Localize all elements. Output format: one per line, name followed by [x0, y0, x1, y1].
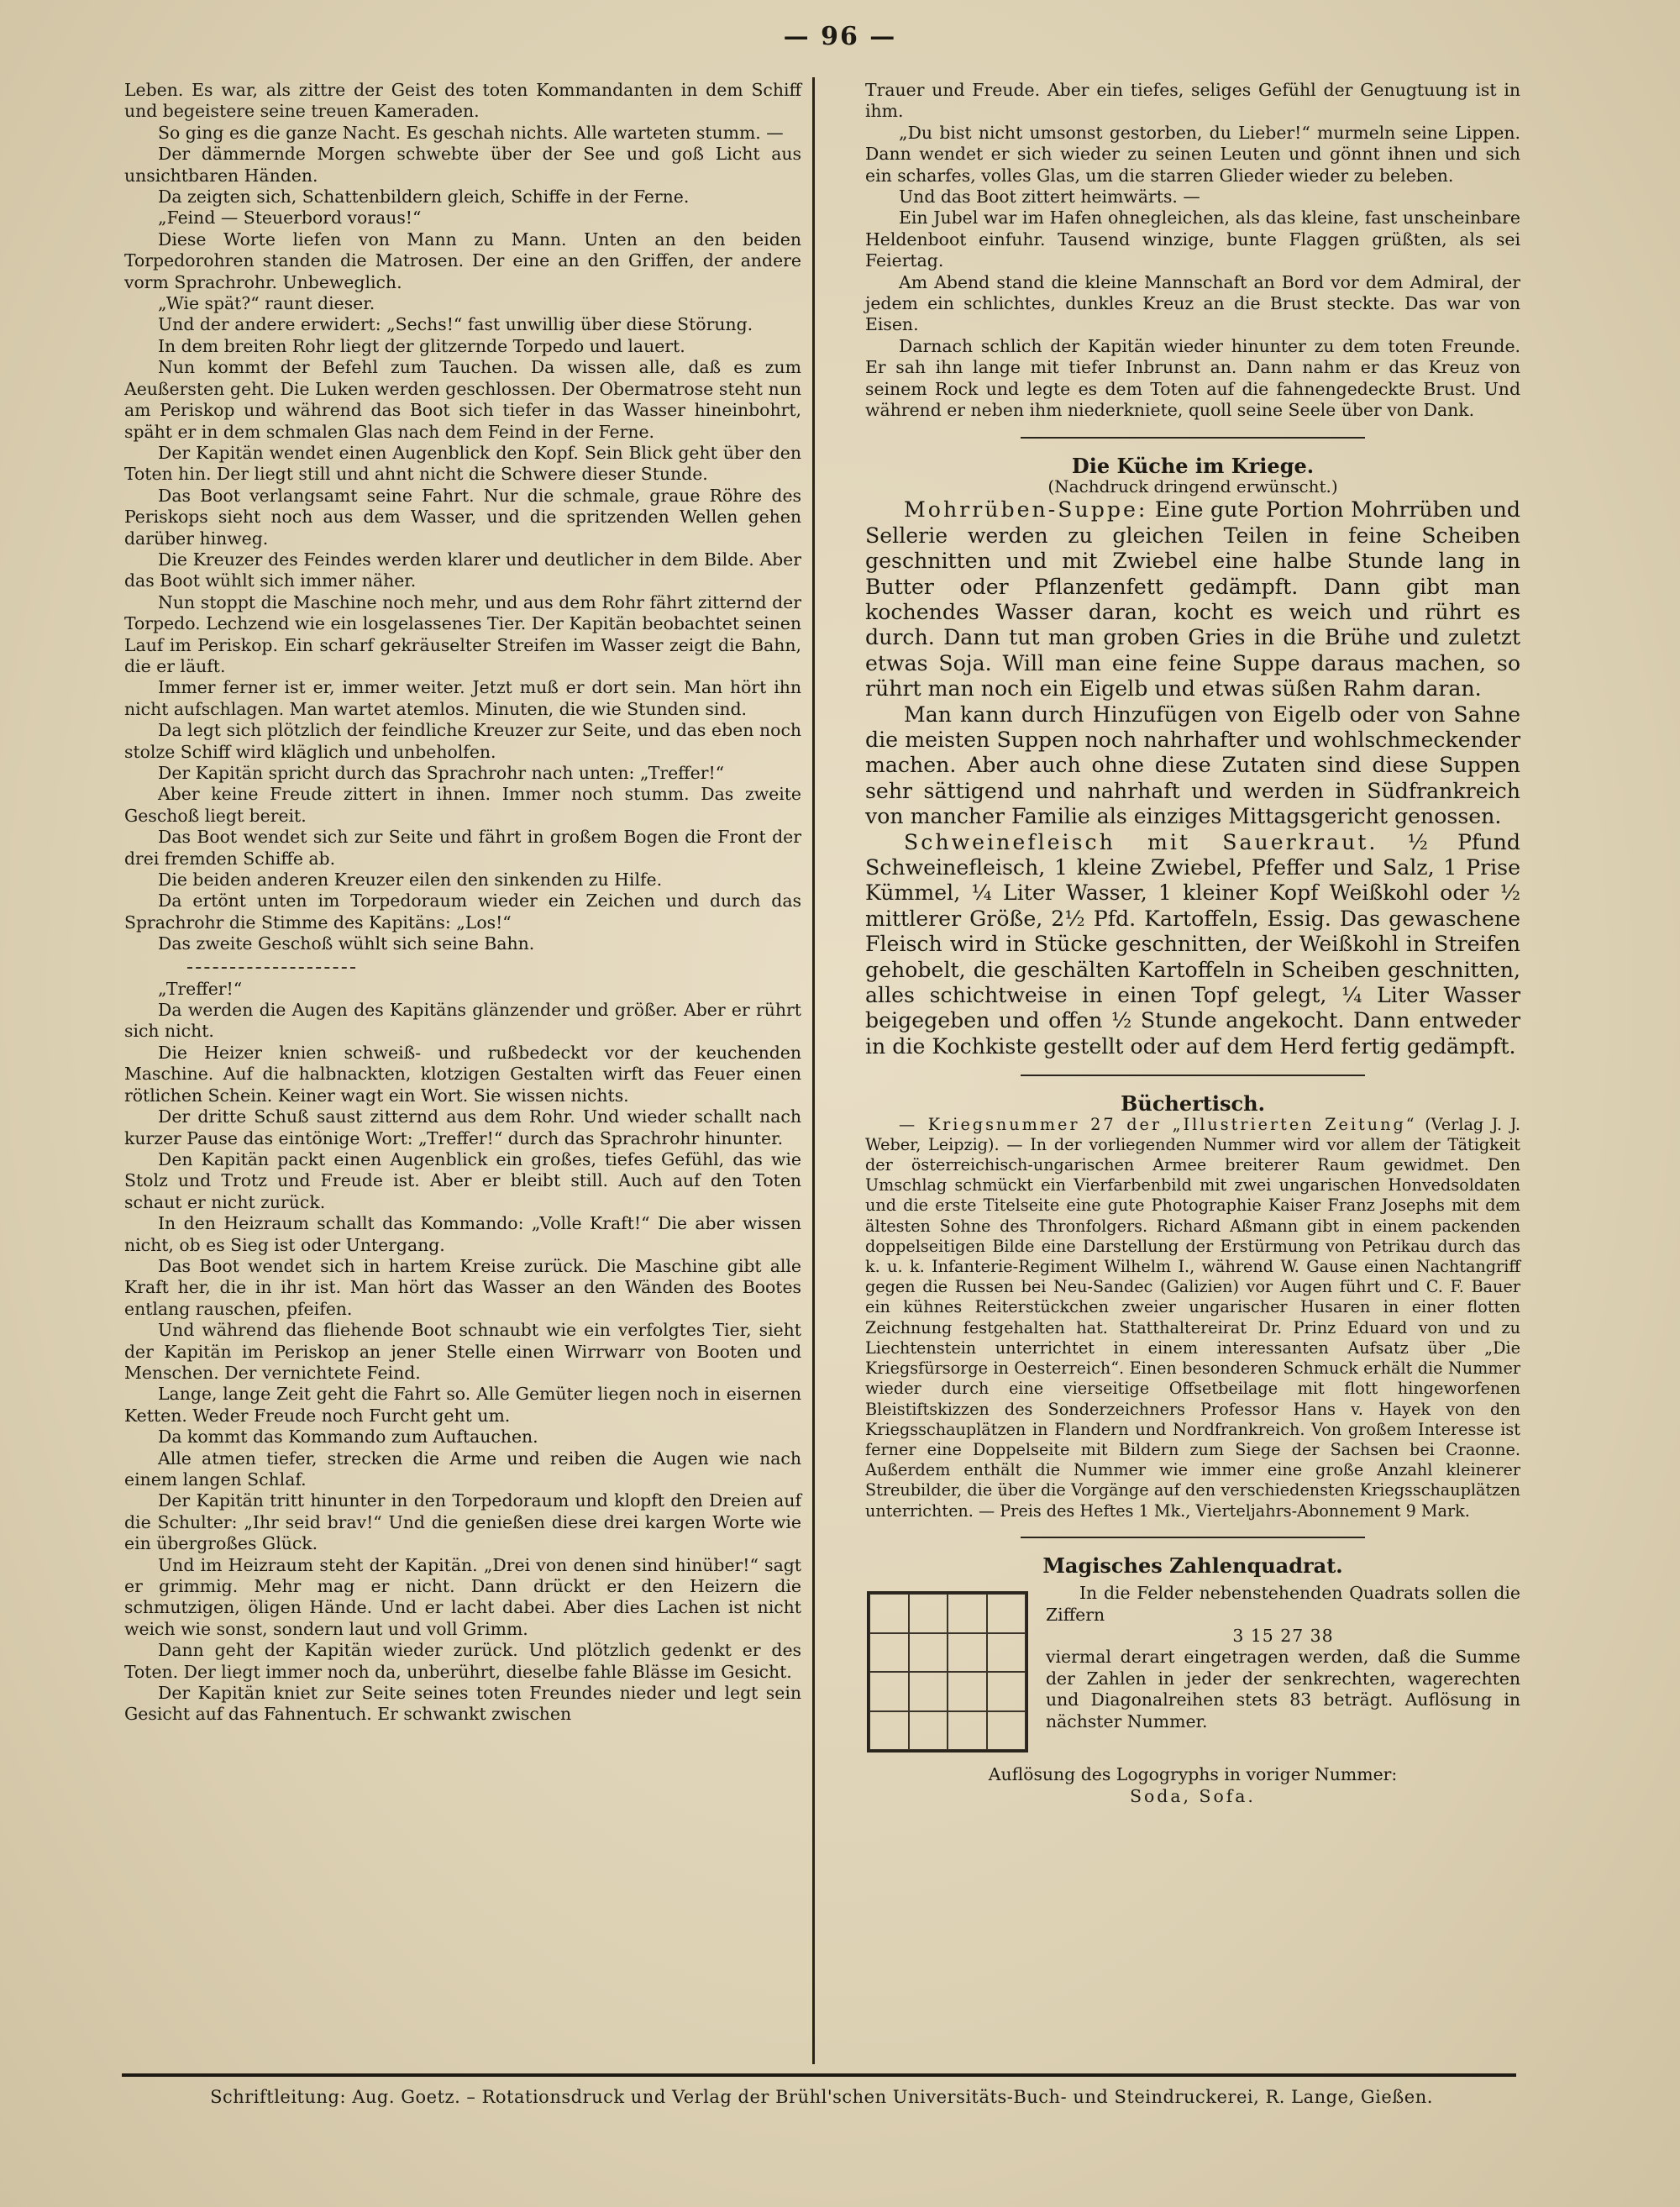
story-part-2	[124, 979, 801, 1726]
paragraph	[124, 1213, 801, 1256]
magic-square-text	[1046, 1583, 1520, 1732]
paragraph-text: Leben. Es war, als zittre der Geist des toten Kommandanten in dem Schiff und begeistere seine treuen Kameraden.	[124, 80, 801, 122]
paragraph-text: Eine gute Portion Mohrrüben und Sellerie werden zu gleichen Teilen in feine Scheiben geschnitten und mit Zwiebel eine halbe Stunde lang in Butter oder Pflanzenfett gedämpft. Dann gibt man kochendes Wasser daran, kocht es weich und rührt es durch. Dann tut man groben Gries in die Brühe und zuletzt etwas Soja. Will man eine feine Suppe daraus machen, so rührt man noch ein Eigelb und etwas süßen Rahm daran.	[865, 497, 1520, 702]
section-divider	[1021, 437, 1365, 439]
paragraph	[124, 80, 801, 123]
recipe-name: Mohrrüben-Suppe:	[904, 497, 1148, 523]
paragraph-text: Da werden die Augen des Kapitäns glänzender und größer. Aber er rührt sich nicht.	[124, 1000, 801, 1042]
section-divider	[1021, 1537, 1365, 1538]
section-divider	[1021, 1075, 1365, 1076]
paragraph-text: Da zeigten sich, Schattenbildern gleich, Schiffe in der Ferne.	[158, 187, 690, 208]
paragraph-text: „Wie spät?“ raunt dieser.	[158, 293, 375, 314]
solution-text: Soda, Sofa.	[1130, 1785, 1256, 1806]
paragraph-text: „Feind — Steuerbord voraus!“	[158, 208, 422, 229]
paragraph-text: Und im Heizraum steht der Kapitän. „Drei von denen sind hinüber!“ sagt er grimmig. Mehr mag er nicht. Dann drückt er den Heizern die schmutzigen, öligen Hände. Und er lacht dabei. Aber dies Lachen ist nicht weich wie sonst, sondern laut und voll Grimm.	[124, 1554, 801, 1639]
paragraph-text: In den Heizraum schallt das Kommando: „Volle Kraft!“ Die aber wissen nicht, ob es Sieg ist oder Untergang.	[124, 1213, 801, 1255]
paragraph-text: Die beiden anderen Kreuzer eilen den sinkenden zu Hilfe.	[158, 870, 663, 891]
paragraph-text: „Treffer!“	[158, 978, 243, 999]
magic-numbers: 3 15 27 38	[1232, 1625, 1334, 1646]
paragraph-text: Der dämmernde Morgen schwebte über der See und goß Licht aus unsichtbaren Händen.	[124, 144, 801, 186]
magic-square-section	[865, 1583, 1520, 1759]
paragraph-text: Diese Worte liefen von Mann zu Mann. Unten an den beiden Torpedorohren standen die Matrosen. Der eine an den Griffen, der andere vorm Sprachrohr. Unbeweglich.	[124, 229, 801, 292]
paragraph-text: Da ertönt unten im Torpedoraum wieder ein Zeichen und durch das Sprachrohr die Stimme des Kapitäns: „Los!“	[124, 891, 801, 933]
footer-rule	[122, 2073, 1516, 2077]
paragraph-text: Aber keine Freude zittert in ihnen. Immer noch stumm. Das zweite Geschoß liegt bereit.	[124, 784, 801, 826]
paragraph-text: Da legt sich plötzlich der feindliche Kreuzer zur Seite, und das eben noch stolze Schiff wird kläglich und unbeholfen.	[124, 720, 801, 762]
recipe-name: Schweinefleisch mit Sauerkraut.	[904, 829, 1378, 854]
paragraph-text: „Du bist nicht umsonst gestorben, du Lieber!“ murmeln seine Lippen. Dann wendet er sich wieder zu seinen Leuten und gönnt ihnen und sich ein scharfes, volles Glas, um die starren Glieder wieder zu beleben.	[865, 122, 1520, 186]
kitchen-title: Die Küche im Kriege.	[1071, 453, 1315, 478]
paragraph	[124, 1256, 801, 1320]
paragraph	[124, 592, 801, 678]
paragraph	[124, 1320, 801, 1384]
kitchen-subtitle: (Nachdruck dringend erwünscht.)	[1047, 476, 1338, 497]
solution-label: Auflösung des Logogryphs in voriger Nummer:	[988, 1764, 1398, 1785]
paragraph	[124, 933, 801, 954]
paragraph	[124, 1384, 801, 1427]
books-text: (Verlag J. J. Weber, Leipzig). — In der vorliegenden Nummer wird vor allem der Tätigkeit der österreichisch-ungarischen Armee breiterer Raum gewidmet. Den Umschlag schmückt ein Vierfarbenbild mit zwei ungarischen Honvedsoldaten und die erste Titelseite eine gute Photographie Kaiser Franz Josephs mit dem ältesten Sohne des Thronfolgers. Richard Aßmann gibt in einem packenden doppelseitigen Bilde eine Darstellung der Erstürmung von Petrikau durch das k. u. k. Infanterie-Regiment Wilhelm I., während W. Gause einen Nachtangriff gegen die Russen bei Neu-Sandec (Galizien) vor Augen führt und C. F. Bauer ein kühnes Reiterstückchen zweier ungarischer Husaren in einer flotten Zeichnung festgehalten hat. Statthaltereirat Dr. Prinz Eduard von und zu Liechtenstein unterrichtet in einem interessanten Aufsatz über „Die Kriegsfürsorge in Oesterreich“. Einen besonderen Schmuck erhält die Nummer wieder durch eine vierseitige Offsetbeilage mit flott hingeworfenen Bleistiftskizzen des Sonderzeichners Professor Hans v. Hayek von den Kriegsschauplätzen in Flandern und Nordfrankreich. Von großem Interesse ist ferner eine Doppelseite mit Bildern zum Siege der Sachsen bei Craonne. Außerdem enthält die Nummer wie immer eine große Anzahl kleinerer Streubilder, die über die Vorgänge auf den verschiedensten Kriegsschauplätzen unterrichten. — Preis des Heftes 1 Mk., Vierteljahrs-Abonnement 9 Mark.	[865, 1114, 1520, 1521]
paragraph	[124, 1149, 801, 1213]
paragraph	[865, 702, 1520, 830]
paragraph	[124, 870, 801, 891]
paragraph-text: Nun stoppt die Maschine noch mehr, und aus dem Rohr fährt zitternd der Torpedo. Lechzend wie ein losgelassenes Tier. Der Kapitän beobachtet seinen Lauf im Periskop. Ein scharf gekräuselter Streifen im Wasser zeigt die Bahn, die er läuft.	[124, 591, 801, 676]
paragraph-text: Dann geht der Kapitän wieder zurück. Und plötzlich gedenkt er des Toten. Der liegt immer noch da, unberührt, dieselbe fahle Blässe im Gesicht.	[124, 1640, 801, 1682]
paragraph-text: ½ Pfund Schweinefleisch, 1 kleine Zwiebel, Pfeffer und Salz, 1 Prise Kümmel, ¼ Liter Wasser, 1 kleiner Kopf Weißkohl oder ½ mittlerer Größe, 2½ Pfd. Kartoffeln, Essig. Das gewaschene Fleisch wird in Stücke geschnitten, der Weißkohl in Streifen gehobelt, die geschälten Kartoffeln in Scheiben geschnitten, alles schichtweise in einen Topf gelegt, ¼ Liter Wasser beigegeben und offen ½ Stunde angekocht. Dann entweder in die Kochkiste gestellt oder auf dem Herd fertig gedämpft.	[865, 829, 1520, 1059]
page-number: — 96 —	[783, 22, 897, 51]
paragraph	[124, 357, 801, 443]
kitchen-recipes	[865, 497, 1520, 1059]
paragraph-text: So ging es die ganze Nacht. Es geschah nichts. Alle warteten stumm. —	[158, 122, 784, 143]
paragraph	[124, 763, 801, 784]
paragraph	[124, 827, 801, 870]
paragraph	[124, 293, 801, 314]
paragraph	[865, 272, 1520, 336]
paragraph-text: Der Kapitän spricht durch das Sprachrohr nach unten: „Treffer!“	[158, 763, 725, 783]
paragraph	[124, 208, 801, 229]
paragraph-text: Lange, lange Zeit geht die Fahrt so. Alle Gemüter liegen noch in eisernen Ketten. Weder Freude noch Furcht geht um.	[124, 1384, 801, 1426]
paragraph-text: Und der andere erwidert: „Sechs!“ fast unwillig über diese Störung.	[158, 314, 753, 335]
paragraph-text: Der Kapitän tritt hinunter in den Torpedoraum und klopft den Dreien auf die Schulter: „Ihr seid brav!“ Und die genießen diese drei kargen Worte wie ein übergroßes Glück.	[124, 1490, 801, 1554]
paragraph	[124, 1043, 801, 1106]
books-lead: — Kriegsnummer 27 der „Illustrierten Zeitung“	[899, 1114, 1417, 1134]
paragraph	[124, 229, 801, 293]
paragraph	[865, 123, 1520, 187]
paragraph-text: Der dritte Schuß saust zitternd aus dem Rohr. Und wieder schallt nach kurzer Pause das eintönige Wort: „Treffer!“ durch das Sprachrohr hinunter.	[124, 1106, 801, 1148]
paragraph	[865, 336, 1520, 422]
paragraph-text: Darnach schlich der Kapitän wieder hinunter zu dem toten Freunde. Er sah ihn lange mit tiefer Inbrunst an. Dann nahm er das Kreuz von seinem Rock und legte es dem Toten auf die fahnengedeckte Brust. Und während er neben ihm niederkniete, quoll seine Seele über von Dank.	[865, 335, 1520, 421]
paragraph	[124, 336, 801, 357]
paragraph	[865, 80, 1520, 123]
paragraph	[124, 1640, 801, 1683]
paragraph	[124, 486, 801, 549]
paragraph-text: Das Boot verlangsamt seine Fahrt. Nur die schmale, graue Röhre des Periskops sieht noch aus dem Wasser, und die spritzenden Wellen gehen darüber hinweg.	[124, 485, 801, 549]
paragraph	[124, 1555, 801, 1641]
paragraph-text: Da kommt das Kommando zum Auftauchen.	[158, 1427, 538, 1448]
paragraph	[124, 1427, 801, 1448]
books-review	[865, 1115, 1520, 1521]
paragraph-text: Nun kommt der Befehl zum Tauchen. Da wissen alle, daß es zum Aeußersten geht. Die Luken werden geschlossen. Der Obermatrose steht nun am Periskop und während das Boot sich tiefer in das Wasser hineinbohrt, späht er in dem schmalen Glas nach dem Feind in der Ferne.	[124, 357, 801, 442]
paragraph-text: Die Heizer knien schweiß- und rußbedeckt vor der keuchenden Maschine. Auf die halbnackten, klotzigen Gestalten wirft das Feuer einen rötlichen Schein. Keiner wagt ein Wort. Sie wissen nichts.	[124, 1042, 801, 1106]
paragraph-text: In dem breiten Rohr liegt der glitzernde Torpedo und lauert.	[158, 335, 685, 356]
paragraph-text: Am Abend stand die kleine Mannschaft an Bord vor dem Admiral, der jedem ein schlichtes, dunkles Kreuz an die Brust steckte. Das war von Eisen.	[865, 271, 1520, 335]
paragraph	[124, 144, 801, 187]
paragraph-text: Immer ferner ist er, immer weiter. Jetzt muß er dort sein. Man hört ihn nicht aufschlagen. Man wartet atemlos. Minuten, die wie Stunden sind.	[124, 677, 801, 719]
paragraph	[124, 784, 801, 827]
paragraph-text: Alle atmen tiefer, strecken die Arme und reiben die Augen wie nach einem langen Schlaf.	[124, 1448, 801, 1490]
magic-title: Magisches Zahlenquadrat.	[1042, 1553, 1343, 1578]
paragraph	[124, 123, 801, 144]
paragraph-text: Und das Boot zittert heimwärts. —	[899, 187, 1200, 208]
paragraph-text: Den Kapitän packt einen Augenblick ein großes, tiefes Gefühl, das wie Stolz und Trotz und Freude ist. Aber er bleibt still. Auch auf den Toten schaut er nicht zurück.	[124, 1148, 801, 1212]
paragraph-text: Der Kapitän kniet zur Seite seines toten Freundes nieder und legt sein Gesicht auf das Fahnentuch. Er schwankt zwischen	[124, 1683, 801, 1725]
right-column	[865, 80, 1520, 1807]
paragraph	[124, 1683, 801, 1726]
story-conclusion	[865, 80, 1520, 422]
logogryph-solution	[865, 1764, 1520, 1807]
paragraph	[865, 208, 1520, 271]
paragraph-text: Ein Jubel war im Hafen ohnegleichen, als das kleine, fast unscheinbare Heldenboot einfuhr. Tausend winzige, bunte Flaggen grüßten, als sei Feiertag.	[865, 208, 1520, 271]
paragraph	[124, 549, 801, 592]
paragraph	[865, 187, 1520, 208]
paragraph	[124, 1106, 801, 1149]
magic-instructions: viermal derart eingetragen werden, daß die Summe der Zahlen in jeder der senkrechten, wagerechten und Diagonalreihen stets 83 beträgt. Auflösung in nächster Nummer.	[1046, 1647, 1520, 1731]
magic-square-grid	[867, 1591, 1028, 1752]
books-title: Büchertisch.	[1121, 1091, 1265, 1117]
paragraph	[865, 830, 1520, 1060]
paragraph-text: Das Boot wendet sich in hartem Kreise zurück. Die Maschine gibt alle Kraft her, die in ihr ist. Man hört das Wasser an den Wänden des Bootes entlang rauschen, pfeifen.	[124, 1255, 801, 1319]
paragraph-text: Das Boot wendet sich zur Seite und fährt in großem Bogen die Front der drei fremden Schiffe ab.	[124, 827, 801, 869]
paragraph	[124, 1490, 801, 1554]
paragraph-text: Trauer und Freude. Aber ein tiefes, seliges Gefühl der Genugtuung ist in ihm.	[865, 80, 1520, 122]
section-divider	[187, 967, 355, 969]
paragraph	[124, 314, 801, 335]
paragraph	[124, 720, 801, 763]
paragraph	[124, 187, 801, 208]
column-rule	[812, 77, 815, 2064]
paragraph	[124, 979, 801, 1000]
paragraph-text: Man kann durch Hinzufügen von Eigelb oder von Sahne die meisten Suppen noch nahrhafter und wohlschmeckender machen. Aber auch ohne diese Zutaten sind diese Suppen sehr sättigend und nahrhaft und werden in Südfrankreich von mancher Familie als einziges Mittagsgericht genossen.	[865, 702, 1520, 829]
paragraph	[124, 891, 801, 933]
paragraph-text: Und während das fliehende Boot schnaubt wie ein verfolgtes Tier, sieht der Kapitän im Periskop an jener Stelle einen Wirrwarr von Booten und Menschen. Der vernichtete Feind.	[124, 1320, 801, 1383]
paragraph-text: Die Kreuzer des Feindes werden klarer und deutlicher in dem Bilde. Aber das Boot wühlt sich immer näher.	[124, 549, 801, 591]
story-part-1	[124, 80, 801, 955]
paragraph	[124, 1000, 801, 1043]
paragraph-text: Das zweite Geschoß wühlt sich seine Bahn.	[158, 933, 535, 954]
paragraph	[124, 443, 801, 486]
paragraph	[124, 677, 801, 720]
imprint-footer: Schriftleitung: Aug. Goetz. – Rotationsdruck und Verlag der Brühl'schen Universitäts-Buch- und Steindruckerei, R. Lange, Gießen.	[210, 2087, 1433, 2107]
paragraph-text: Der Kapitän wendet einen Augenblick den Kopf. Sein Blick geht über den Toten hin. Der liegt still und ahnt nicht die Schwere dieser Stunde.	[124, 442, 801, 485]
paragraph	[124, 1448, 801, 1491]
left-column	[124, 80, 801, 1726]
magic-intro: In die Felder nebenstehenden Quadrats sollen die Ziffern	[1046, 1583, 1520, 1625]
paragraph	[865, 497, 1520, 702]
